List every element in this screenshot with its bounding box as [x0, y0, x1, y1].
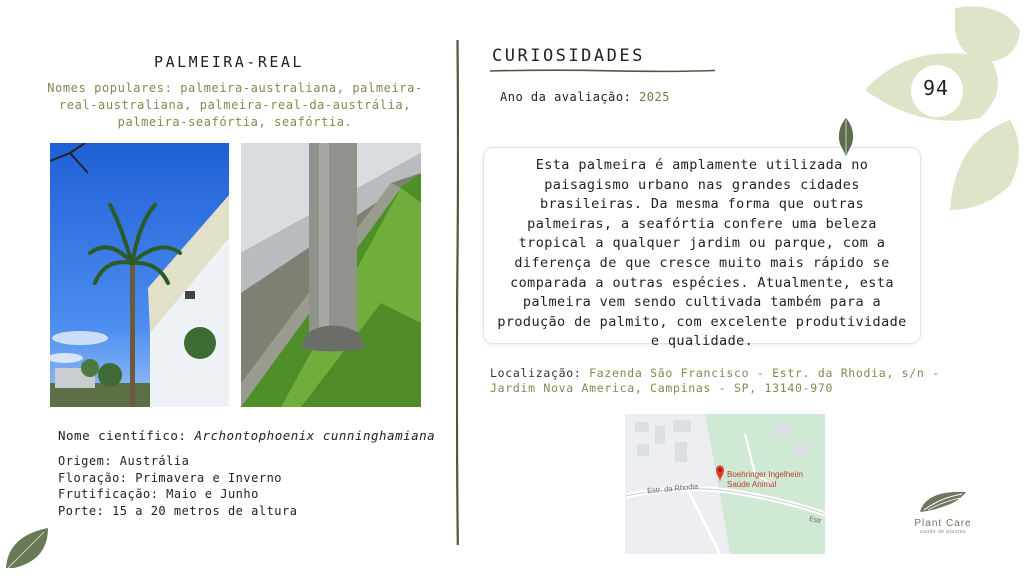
corner-leaf-icon	[2, 524, 52, 572]
palm-tree-photo	[50, 143, 229, 407]
small-leaf-icon	[836, 118, 856, 156]
plant-care-logo	[906, 486, 980, 544]
location	[490, 366, 990, 396]
location-map[interactable]	[625, 414, 825, 554]
logo-tagline: saúde de plantas	[919, 529, 967, 535]
map-road-label: Estr. da Rhodia	[646, 481, 699, 496]
evaluation-year	[500, 90, 670, 104]
curiosity-description: Esta palmeira é amplamente utilizada no paisagismo urbano nas grandes cidades brasileiras. Da mesma forma que outras palmeiras, a seafórtia confere uma beleza tropical a qualquer jardim ou parque, com a diferença de que cresce muito mais rápido se comparada a outras espécies. Atualmente, esta palmeira vem sendo cultivada também para a produção de palmito, com excelente produtividade e qualidade.	[483, 147, 921, 344]
size-text: Porte: 15 a 20 metros de altura	[58, 503, 298, 518]
year-value: 2025	[639, 90, 670, 104]
page-number: 94	[922, 76, 950, 100]
palm-trunk-photo	[241, 143, 421, 407]
popular-names: Nomes populares: palmeira-australiana, palmeira-real-australiana, palmeira-real-da-austrália, palmeira-seafórtia, seafórtia.	[47, 81, 423, 129]
heading-underline	[490, 68, 715, 73]
plant-care-logo-icon	[916, 486, 970, 516]
plant-title: PALMEIRA-REAL	[154, 53, 304, 71]
map-place-label: Boehringer Ingelheim Saúde Animal	[727, 470, 804, 489]
plant-profile-panel	[0, 0, 458, 576]
location-value: Fazenda São Francisco - Estr. da Rhodia, s/n - Jardim Nova America, Campinas - SP, 13140-970	[490, 366, 940, 395]
scientific-name-value: Archontophoenix cunninghamiana	[194, 428, 436, 443]
plant-facts	[58, 453, 297, 519]
column-divider	[456, 40, 459, 545]
origin-text: Origem: Austrália	[58, 454, 190, 468]
curiosities-heading: CURIOSIDADES	[492, 46, 645, 66]
year-label: Ano da avaliação:	[500, 90, 640, 104]
scientific-name	[58, 428, 435, 443]
decorative-leaves-icon	[860, 0, 1024, 225]
location-label: Localização:	[490, 366, 590, 380]
map-road-label-2: Estr	[808, 515, 822, 526]
flowering-text: Floração: Primavera e Inverno	[58, 470, 283, 485]
logo-name: Plant Care	[914, 518, 972, 529]
fruiting-text: Frutificação: Maio e Junho	[58, 487, 259, 501]
scientific-label: Nome científico:	[58, 428, 195, 443]
